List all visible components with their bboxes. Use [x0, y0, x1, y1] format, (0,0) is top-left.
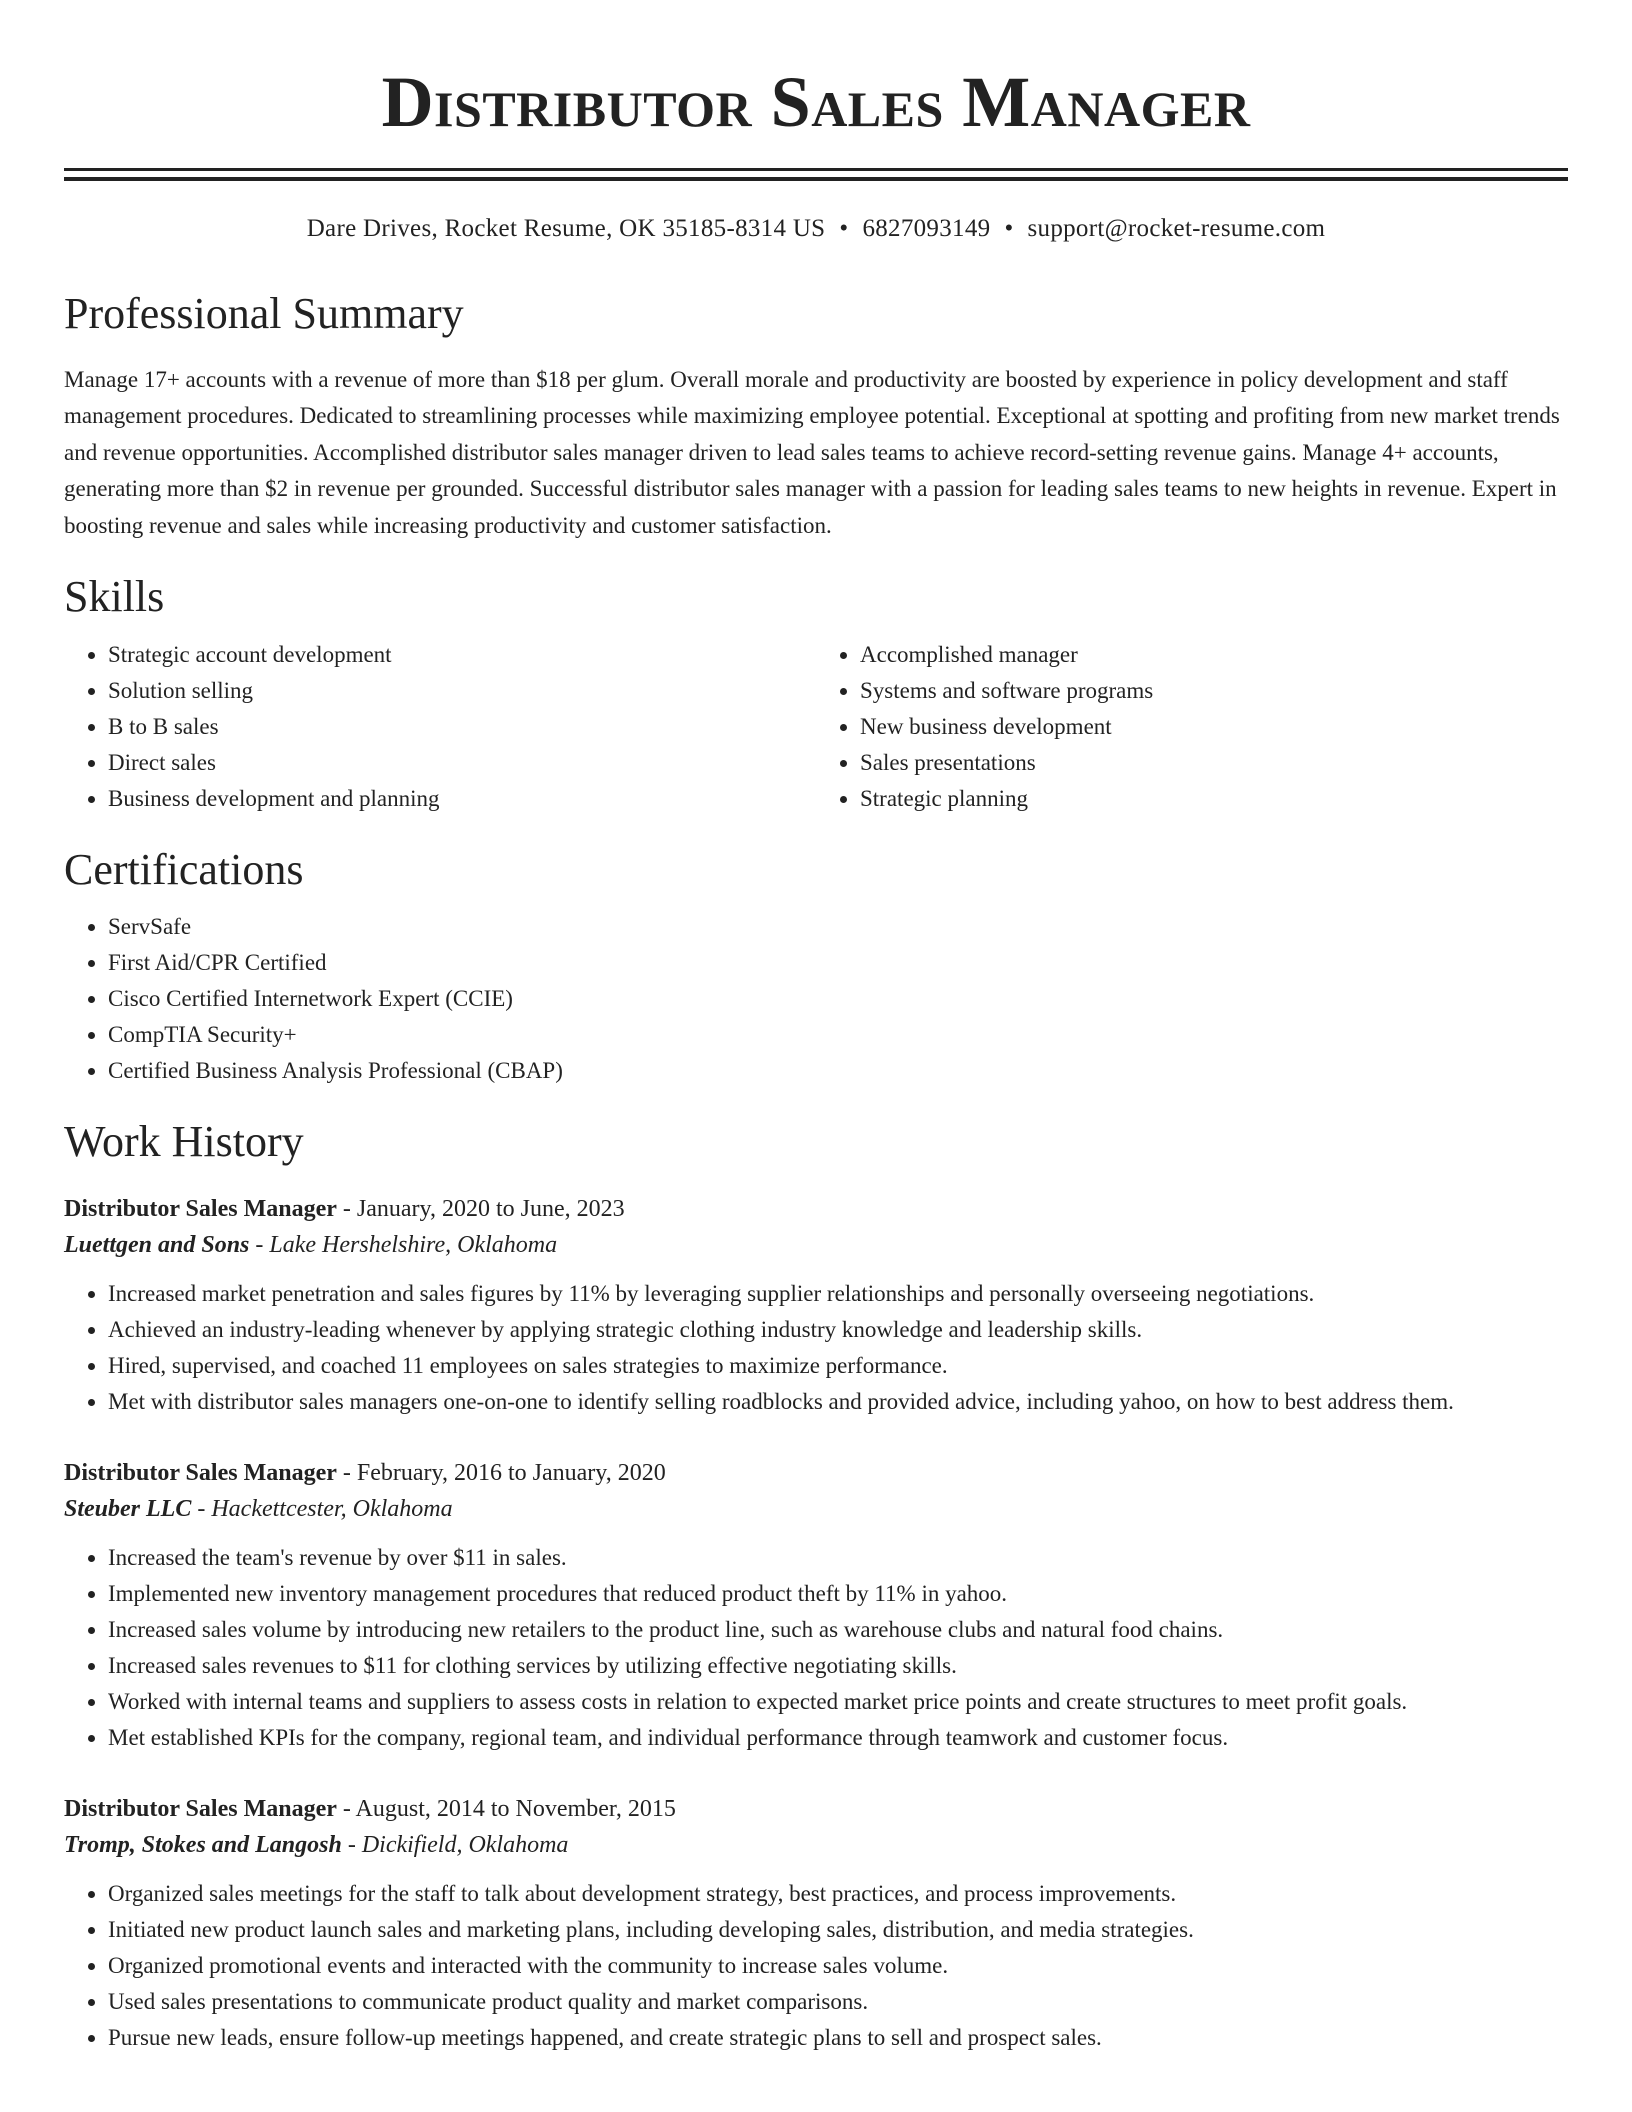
skill-item: • Solution selling [108, 673, 816, 709]
contact-address: Dare Drives, Rocket Resume, OK 35185-8314 US [306, 215, 826, 242]
skills-heading: Skills [64, 572, 165, 622]
skill-item: • Sales presentations [860, 745, 1568, 781]
skill-item: • Systems and software programs [860, 673, 1568, 709]
job-title: Distributor Sales Manager [64, 1459, 337, 1486]
skill-item: • Accomplished manager [860, 637, 1568, 673]
job-bullets [64, 1876, 1568, 2056]
skills-list [64, 637, 1568, 817]
job-title: Distributor Sales Manager [64, 1795, 337, 1822]
certification-item: • First Aid/CPR Certified [108, 945, 1568, 981]
job-bullet: • Hired, supervised, and coached 11 employees on sales strategies to maximize performance. [108, 1348, 1568, 1384]
certification-item: • Certified Business Analysis Professional (CBAP) [108, 1053, 1568, 1089]
certification-item: • CompTIA Security+ [108, 1017, 1568, 1053]
job-location: - Lake Hershelshire, Oklahoma [249, 1231, 558, 1258]
job-bullets [64, 1540, 1568, 1756]
job-company-line [64, 1490, 1568, 1528]
job-dates: - August, 2014 to November, 2015 [336, 1795, 676, 1822]
certifications-list [64, 909, 1568, 1089]
contact-separator: • [839, 215, 849, 242]
job-bullet: • Increased sales volume by introducing new retailers to the product line, such as warehouse clubs and natural food chains. [108, 1612, 1568, 1648]
work-history-heading: Work History [64, 1117, 304, 1167]
job-bullet: • Worked with internal teams and suppliers to assess costs in relation to expected market price points and create structures to meet profit goals. [108, 1684, 1568, 1720]
contact-line [64, 215, 1568, 243]
job-bullets [64, 1276, 1568, 1420]
skill-item: • Direct sales [108, 745, 816, 781]
skills-column-right [816, 637, 1568, 817]
job-bullet: • Increased market penetration and sales figures by 11% by leveraging supplier relationships and personally overseeing negotiations. [108, 1276, 1568, 1312]
job-bullet: • Increased sales revenues to $11 for clothing services by utilizing effective negotiating skills. [108, 1648, 1568, 1684]
job-bullet: • Met established KPIs for the company, regional team, and individual performance through teamwork and customer focus. [108, 1720, 1568, 1756]
job-company: Tromp, Stokes and Langosh [64, 1831, 342, 1858]
job-bullet: • Organized sales meetings for the staff to talk about development strategy, best practices, and process improvements. [108, 1876, 1568, 1912]
summary-heading: Professional Summary [64, 289, 464, 338]
job-bullet: • Implemented new inventory management procedures that reduced product theft by 11% in yahoo. [108, 1576, 1568, 1612]
summary-text: Manage 17+ accounts with a revenue of more than $18 per glum. Overall morale and productivity are boosted by experience in policy development and staff management procedures. Dedicated to streamlining processes while maximizing employee potential. Exceptional at spotting and profiting from new market trends and revenue opportunities. Accomplished distributor sales manager driven to lead sales teams to achieve record-setting revenue gains. Manage 4+ accounts, generating more than $2 in revenue per grounded. Successful distributor sales manager with a passion for leading sales teams to new heights in revenue. Expert in boosting revenue and sales while increasing productivity and customer satisfaction. [64, 366, 1560, 538]
job-bullet: • Increased the team's revenue by over $11 in sales. [108, 1540, 1568, 1576]
job-company: Steuber LLC [64, 1495, 192, 1522]
job-title-line [64, 1456, 1568, 1490]
resume-name: Distributor Sales Manager [381, 62, 1251, 142]
job-company: Luettgen and Sons [64, 1231, 250, 1258]
certifications-heading: Certifications [64, 844, 304, 894]
certifications-section [64, 845, 1568, 1090]
job-company-line [64, 1226, 1568, 1264]
job-location: - Hackettcester, Oklahoma [191, 1495, 453, 1522]
contact-separator: • [1004, 215, 1014, 242]
skills-column-left [64, 637, 816, 817]
job-entry [64, 1792, 1568, 2056]
skill-item: • Business development and planning [108, 781, 816, 817]
job-location: - Dickifield, Oklahoma [341, 1831, 569, 1858]
job-dates: - February, 2016 to January, 2020 [336, 1459, 666, 1486]
skill-item: • Strategic account development [108, 637, 816, 673]
skill-item: • Strategic planning [860, 781, 1568, 817]
contact-phone: 6827093149 [862, 215, 991, 242]
job-dates: - January, 2020 to June, 2023 [336, 1195, 625, 1222]
certification-item: • ServSafe [108, 909, 1568, 945]
job-entry [64, 1192, 1568, 1420]
job-bullet: • Organized promotional events and interacted with the community to increase sales volume. [108, 1948, 1568, 1984]
skill-item: • New business development [860, 709, 1568, 745]
job-bullet: • Initiated new product launch sales and marketing plans, including developing sales, distribution, and media strategies. [108, 1912, 1568, 1948]
job-title: Distributor Sales Manager [64, 1195, 337, 1222]
job-title-line [64, 1792, 1568, 1826]
contact-email: support@rocket-resume.com [1027, 215, 1326, 242]
job-entry [64, 1456, 1568, 1756]
header-rule-top [64, 168, 1568, 171]
job-bullet: • Met with distributor sales managers one-on-one to identify selling roadblocks and provided advice, including yahoo, on how to best address them. [108, 1384, 1568, 1420]
header-rule-bottom [64, 177, 1568, 181]
job-bullet: • Pursue new leads, ensure follow-up meetings happened, and create strategic plans to sell and prospect sales. [108, 2020, 1568, 2056]
certification-item: • Cisco Certified Internetwork Expert (CCIE) [108, 981, 1568, 1017]
job-bullet: • Achieved an industry-leading whenever by applying strategic clothing industry knowledge and leadership skills. [108, 1312, 1568, 1348]
job-bullet: • Used sales presentations to communicate product quality and market comparisons. [108, 1984, 1568, 2020]
job-title-line [64, 1192, 1568, 1226]
job-company-line [64, 1826, 1568, 1864]
skill-item: • B to B sales [108, 709, 816, 745]
